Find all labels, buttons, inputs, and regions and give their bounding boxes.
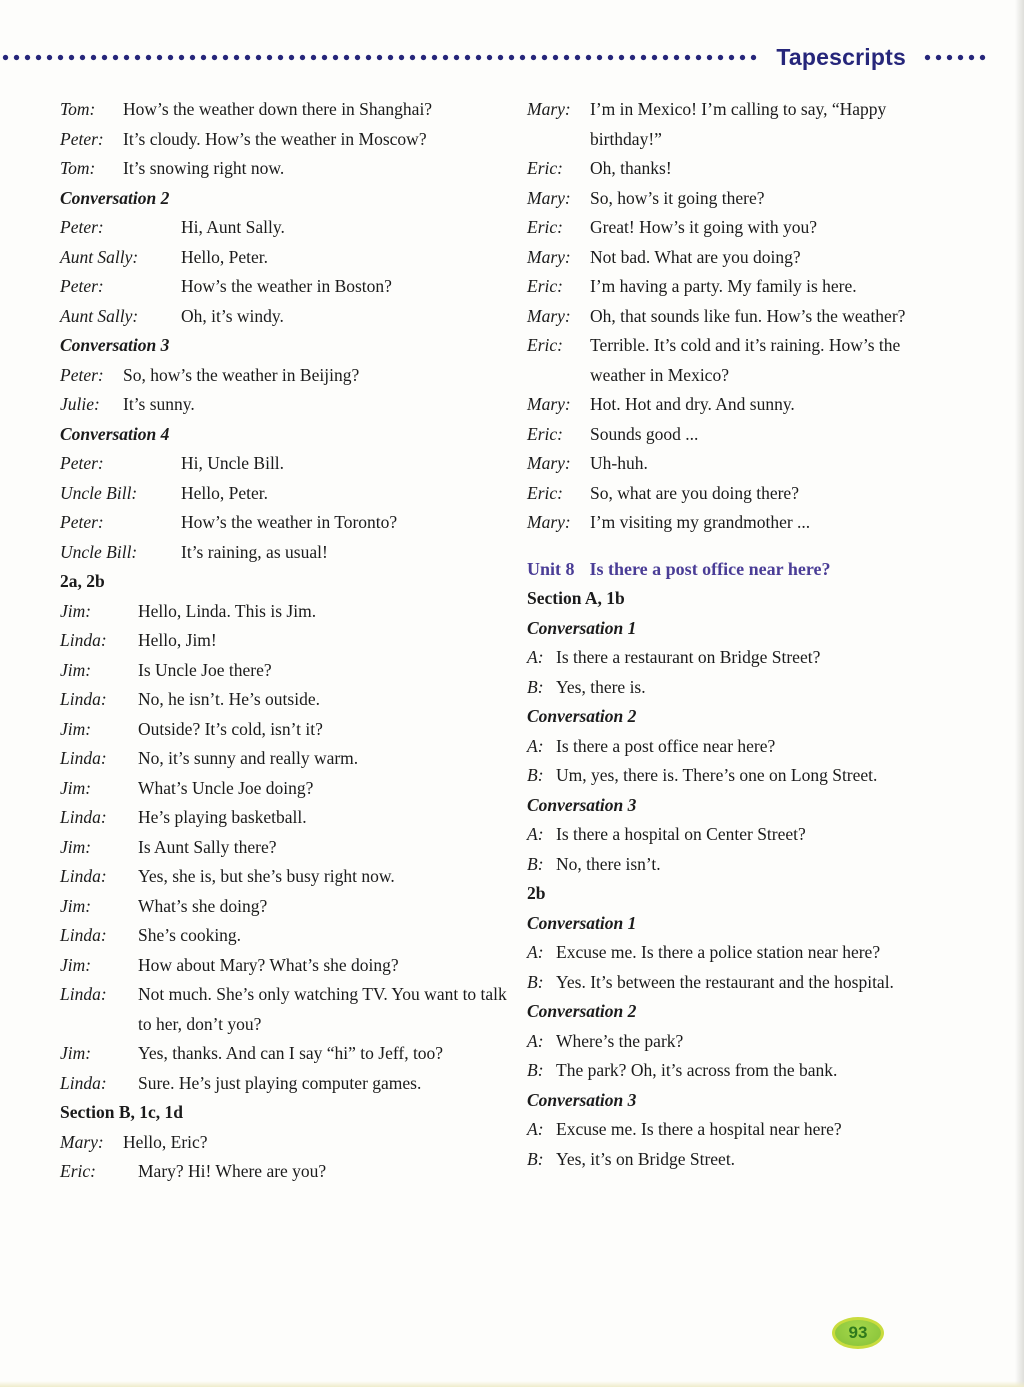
dialogue-line — [60, 508, 507, 538]
unit-title: Is there a post office near here? — [589, 558, 831, 579]
dialogue-line — [60, 1128, 507, 1158]
dialogue-text: What’s she doing? — [138, 895, 268, 916]
dialogue-text: Not much. She’s only watching TV. You want to talk to her, don’t you? — [138, 984, 507, 1034]
dialogue-text: So, how’s the weather in Beijing? — [123, 364, 360, 385]
dialogue-line — [527, 1115, 958, 1145]
dialogue-line — [60, 479, 507, 509]
dialogue-text: I’m having a party. My family is here. — [590, 276, 857, 296]
speaker-label: A: — [527, 1119, 544, 1139]
speaker-label: Jim: — [60, 600, 92, 621]
dialogue-line — [527, 1027, 958, 1057]
page-number: 93 — [848, 1323, 868, 1342]
conversation-heading: Conversation 1 — [527, 617, 637, 638]
dialogue-text: Hello, Peter. — [181, 482, 268, 503]
speaker-label: B: — [527, 971, 544, 992]
conversation-heading: Conversation 3 — [527, 794, 637, 815]
dialogue-line — [527, 213, 958, 243]
speaker-label: Jim: — [60, 836, 92, 857]
speaker-label: Mary: — [60, 1131, 104, 1152]
dialogue-text: Excuse me. Is there a police station near here? — [556, 942, 881, 962]
speaker-label: Linda: — [60, 689, 107, 709]
dialogue-line — [60, 213, 507, 243]
dialogue-text: The park? Oh, it’s across from the bank. — [556, 1060, 838, 1080]
dialogue-line — [60, 774, 507, 804]
speaker-label: Peter: — [60, 276, 104, 296]
speaker-label: A: — [527, 942, 544, 962]
dialogue-text: So, what are you doing there? — [590, 482, 799, 503]
section-heading: 2b — [527, 883, 546, 903]
dotted-rule-left — [0, 53, 760, 62]
dialogue-text: Hello, Linda. This is Jim. — [138, 600, 317, 621]
dialogue-text: No, there isn’t. — [556, 853, 661, 874]
dialogue-line — [60, 862, 507, 892]
dialogue-text: Is Aunt Sally there? — [138, 836, 277, 857]
dialogue-line — [527, 1145, 958, 1175]
dialogue-line — [60, 125, 507, 155]
conversation-heading: Conversation 3 — [60, 335, 170, 355]
dialogue-text: Outside? It’s cold, isn’t it? — [138, 718, 323, 739]
speaker-label: A: — [527, 824, 544, 844]
speaker-label: Linda: — [60, 925, 107, 945]
conversation-heading: Conversation 2 — [527, 1001, 637, 1021]
dialogue-text: Is there a restaurant on Bridge Street? — [556, 647, 821, 667]
section-heading: Section B, 1c, 1d — [60, 1102, 183, 1122]
dialogue-text: I’m in Mexico! I’m calling to say, “Happy birthday!” — [590, 99, 887, 149]
speaker-label: Linda: — [60, 984, 107, 1004]
dialogue-line — [60, 715, 507, 745]
speaker-label: Jim: — [60, 777, 92, 798]
speaker-label: Linda: — [60, 866, 107, 886]
dialogue-line — [60, 95, 507, 125]
dialogue-text: Hi, Uncle Bill. — [181, 453, 285, 473]
speaker-label: Eric: — [527, 217, 563, 237]
speaker-label: Eric: — [60, 1161, 96, 1181]
dialogue-line — [60, 1157, 507, 1187]
speaker-label: B: — [527, 676, 544, 697]
dialogue-line — [527, 850, 958, 880]
dialogue-text: How about Mary? What’s she doing? — [138, 954, 399, 975]
dialogue-line — [527, 184, 958, 214]
dialogue-line — [60, 980, 507, 1039]
dialogue-text: Is Uncle Joe there? — [138, 659, 272, 680]
page-edge-shadow — [1015, 0, 1024, 1387]
dialogue-line — [60, 597, 507, 627]
dialogue-text: Sure. He’s just playing computer games. — [138, 1072, 422, 1093]
speaker-label: Mary: — [527, 512, 571, 532]
dialogue-text: Mary? Hi! Where are you? — [138, 1161, 327, 1181]
dialogue-line — [527, 272, 958, 302]
section-heading: 2a, 2b — [60, 571, 105, 591]
dialogue-line — [60, 685, 507, 715]
dialogue-text: Excuse me. Is there a hospital near here? — [556, 1119, 842, 1139]
dialogue-line — [527, 420, 958, 450]
page-bottom-tint — [0, 1381, 1024, 1387]
dialogue-text: He’s playing basketball. — [138, 807, 307, 827]
speaker-label: Jim: — [60, 659, 92, 680]
dialogue-text: So, how’s it going there? — [590, 187, 765, 208]
section-heading: Section A, 1b — [527, 588, 625, 608]
dialogue-line — [60, 302, 507, 332]
dialogue-text: Terrible. It’s cold and it’s raining. How’s the weather in Mexico? — [590, 335, 901, 385]
speaker-label: Mary: — [527, 99, 571, 119]
dialogue-line — [527, 673, 958, 703]
speaker-label: Mary: — [527, 187, 571, 208]
speaker-label: Jim: — [60, 954, 92, 975]
dialogue-text: How’s the weather down there in Shanghai? — [123, 99, 433, 119]
dialogue-text: Is there a hospital on Center Street? — [556, 824, 806, 844]
speaker-label: Eric: — [527, 158, 563, 178]
dialogue-line — [527, 302, 958, 332]
dialogue-text: No, he isn’t. He’s outside. — [138, 689, 320, 709]
conversation-heading: Conversation 3 — [527, 1089, 637, 1110]
dialogue-text: It’s snowing right now. — [123, 158, 285, 178]
speaker-label: Aunt Sally: — [60, 305, 139, 326]
dialogue-line — [60, 951, 507, 981]
dialogue-line — [527, 938, 958, 968]
dialogue-line — [527, 449, 958, 479]
dialogue-line — [527, 820, 958, 850]
unit-number: Unit 8 — [527, 558, 575, 579]
dialogue-line — [527, 1056, 958, 1086]
dialogue-text: Oh, it’s windy. — [181, 305, 284, 326]
dialogue-line — [60, 744, 507, 774]
speaker-label: Julie: — [60, 394, 100, 414]
dialogue-line — [60, 243, 507, 273]
dialogue-text: Yes, she is, but she’s busy right now. — [138, 866, 395, 886]
dialogue-line — [60, 361, 507, 391]
dialogue-text: Is there a post office near here? — [556, 735, 776, 756]
tapescript-body — [0, 77, 1024, 1187]
dialogue-text: Uh-huh. — [590, 453, 648, 473]
speaker-label: B: — [527, 853, 544, 874]
speaker-label: B: — [527, 1060, 544, 1080]
dialogue-text: Hello, Jim! — [138, 630, 217, 650]
dialogue-line — [527, 154, 958, 184]
speaker-label: Peter: — [60, 512, 104, 532]
dialogue-line — [60, 449, 507, 479]
speaker-label: B: — [527, 1148, 544, 1169]
dialogue-text: How’s the weather in Toronto? — [181, 512, 398, 532]
speaker-label: Uncle Bill: — [60, 482, 138, 503]
conversation-heading: Conversation 1 — [527, 912, 637, 933]
dialogue-text: How’s the weather in Boston? — [181, 276, 392, 296]
dialogue-line — [527, 479, 958, 509]
header-title: Tapescripts — [776, 44, 906, 70]
page-header — [0, 0, 1024, 77]
speaker-label: Mary: — [527, 305, 571, 326]
speaker-label: Uncle Bill: — [60, 541, 138, 562]
dialogue-line — [60, 921, 507, 951]
speaker-label: Mary: — [527, 246, 571, 267]
dialogue-line — [60, 1039, 507, 1069]
speaker-label: A: — [527, 647, 544, 667]
dialogue-line — [527, 243, 958, 273]
dialogue-text: Great! How’s it going with you? — [590, 217, 817, 237]
conversation-heading: Conversation 2 — [60, 187, 170, 208]
dialogue-text: It’s cloudy. How’s the weather in Moscow? — [123, 128, 427, 149]
speaker-label: B: — [527, 765, 544, 785]
dialogue-line — [527, 331, 958, 390]
dialogue-line — [527, 968, 958, 998]
page-number-badge — [832, 1317, 884, 1349]
tapescript-column-left — [60, 95, 507, 1187]
dialogue-text: Yes. It’s between the restaurant and the hospital. — [556, 971, 894, 992]
speaker-label: Mary: — [527, 394, 571, 414]
dialogue-text: It’s raining, as usual! — [181, 541, 328, 562]
dialogue-text: I’m visiting my grandmother ... — [590, 512, 811, 532]
dialogue-line — [527, 508, 958, 538]
speaker-label: Aunt Sally: — [60, 246, 139, 267]
dialogue-line — [60, 272, 507, 302]
dialogue-line — [60, 656, 507, 686]
speaker-label: Eric: — [527, 423, 563, 444]
dialogue-line — [527, 643, 958, 673]
dialogue-line — [60, 892, 507, 922]
dialogue-text: Not bad. What are you doing? — [590, 246, 801, 267]
dialogue-text: Um, yes, there is. There’s one on Long Street. — [556, 765, 878, 785]
speaker-label: Peter: — [60, 364, 104, 385]
dialogue-line — [60, 1069, 507, 1099]
dialogue-text: Hello, Eric? — [123, 1131, 208, 1152]
dialogue-text: Oh, thanks! — [590, 158, 672, 178]
speaker-label: Jim: — [60, 1043, 92, 1063]
dialogue-text: She’s cooking. — [138, 925, 242, 945]
speaker-label: Tom: — [60, 158, 96, 178]
speaker-label: Linda: — [60, 630, 107, 650]
dialogue-text: It’s sunny. — [123, 394, 195, 414]
dialogue-line — [60, 538, 507, 568]
dialogue-line — [60, 626, 507, 656]
speaker-label: Peter: — [60, 217, 104, 237]
dialogue-line — [527, 732, 958, 762]
dialogue-text: Yes, thanks. And can I say “hi” to Jeff, too? — [138, 1043, 444, 1063]
speaker-label: Mary: — [527, 453, 571, 473]
speaker-label: A: — [527, 1030, 544, 1051]
speaker-label: Linda: — [60, 807, 107, 827]
dialogue-line — [527, 95, 958, 154]
speaker-label: Linda: — [60, 1072, 107, 1093]
speaker-label: Linda: — [60, 748, 107, 768]
dialogue-line — [527, 390, 958, 420]
dialogue-text: Where’s the park? — [556, 1030, 684, 1051]
dialogue-text: Hello, Peter. — [181, 246, 268, 267]
dialogue-text: Hot. Hot and dry. And sunny. — [590, 394, 795, 414]
speaker-label: Peter: — [60, 453, 104, 473]
speaker-label: Eric: — [527, 276, 563, 296]
speaker-label: A: — [527, 735, 544, 756]
dotted-rule-right — [922, 53, 988, 62]
dialogue-line — [60, 154, 507, 184]
tapescript-column-right — [527, 95, 958, 1187]
unit-heading — [527, 555, 958, 585]
speaker-label: Tom: — [60, 99, 96, 119]
dialogue-line — [60, 390, 507, 420]
speaker-label: Jim: — [60, 895, 92, 916]
speaker-label: Jim: — [60, 718, 92, 739]
conversation-heading: Conversation 4 — [60, 423, 170, 444]
dialogue-text: No, it’s sunny and really warm. — [138, 748, 359, 768]
speaker-label: Peter: — [60, 128, 104, 149]
conversation-heading: Conversation 2 — [527, 706, 637, 726]
dialogue-text: Hi, Aunt Sally. — [181, 217, 285, 237]
dialogue-line — [60, 833, 507, 863]
speaker-label: Eric: — [527, 482, 563, 503]
dialogue-text: Yes, it’s on Bridge Street. — [556, 1148, 736, 1169]
speaker-label: Eric: — [527, 335, 563, 355]
dialogue-text: Oh, that sounds like fun. How’s the weather? — [590, 305, 906, 326]
dialogue-line — [527, 761, 958, 791]
dialogue-text: Yes, there is. — [556, 676, 646, 697]
dialogue-text: What’s Uncle Joe doing? — [138, 777, 314, 798]
dialogue-line — [60, 803, 507, 833]
dialogue-text: Sounds good ... — [590, 423, 699, 444]
